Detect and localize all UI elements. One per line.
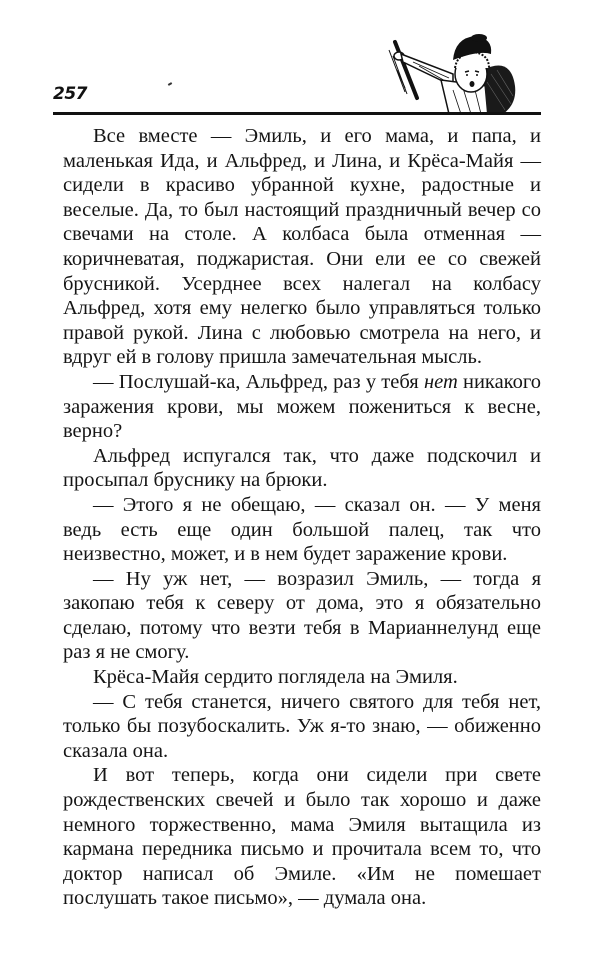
paragraph-dialogue: — С тебя станется, ничего святого для тебя нет, только бы позубоскалить. Уж я-то знаю, — обиженно сказала она. (63, 690, 541, 762)
paragraph: Все вместе — Эмиль, и его мама, и папа, и маленькая Ида, и Альфред, и Лина, и Крёса-Майя — сидели в красиво убранной кухне, радостные и веселые. Да, то был настоящий праздничный вечер со свечами на столе. А колбаса была отменная — коричневатая, поджаристая. Они ели ее со свежей брусникой. Усерднее всех налегал на колбасу Альфред, хотя ему нелегко было управляться только правой рукой. Лина с любовью смотрела на него, и вдруг ей в голову пришла замечательная мысль. (63, 125, 541, 369)
boy-with-stick-illustration (383, 30, 523, 114)
print-speck (168, 82, 172, 86)
emphasized-word: нет (423, 370, 458, 393)
header-rule (53, 112, 541, 115)
paragraph-dialogue: — Этого я не обещаю, — сказал он. — У меня ведь есть еще один большой палец, так что неизвестно, может, и в нем будет заражение крови. (63, 493, 541, 566)
paragraph: И вот теперь, когда они сидели при свете рождественских свечей и было так хорошо и даже немного торжественно, мама Эмиля вытащила из кармана передника письмо и прочитала всем то, что доктор написал об Эмиле. «Им не помешает послушать такое письмо», — думала она. (63, 764, 541, 910)
page-number: 257 (53, 84, 87, 104)
paragraph-text: никакого заражения крови, мы можем пожениться к весне, верно? (63, 370, 541, 443)
page-header (53, 30, 541, 116)
paragraph-dialogue: — Ну уж нет, — возразил Эмиль, — тогда я закопаю тебя к северу от дома, это я обязательно сделаю, потому что везти тебя в Марианнелунд еще раз я не смогу. (63, 567, 541, 664)
page-body-text (63, 124, 541, 911)
paragraph-dialogue (63, 370, 541, 444)
paragraph: Крёса-Майя сердито поглядела на Эмиля. (93, 666, 458, 689)
paragraph-text: — Послушай-ка, Альфред, раз у тебя (93, 370, 424, 393)
paragraph: Альфред испугался так, что даже подскочил и просыпал бруснику на брюки. (63, 444, 541, 492)
